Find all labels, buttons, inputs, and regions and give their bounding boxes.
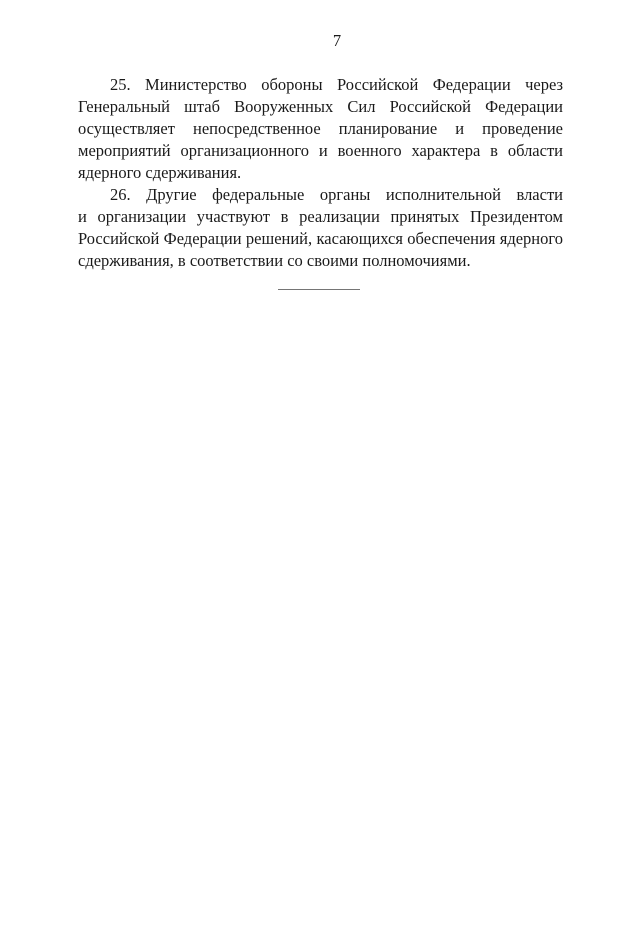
document-body <box>78 74 563 272</box>
paragraph-25-line-5: ядерного сдерживания. <box>78 163 242 182</box>
paragraph-25-line-2: Генеральный штаб Вооруженных Сил Российской Федерации <box>78 97 563 116</box>
paragraph-26-line-1: 26. Другие федеральные органы исполнительной власти <box>110 185 563 204</box>
paragraph-25-line-3: осуществляет непосредственное планирование и проведение <box>78 119 563 138</box>
page-number: 7 <box>332 31 342 50</box>
paragraph-26-line-3: Российской Федерации решений, касающихся обеспечения ядерного <box>78 229 563 248</box>
paragraph-26-line-4: сдерживания, в соответствии со своими полномочиями. <box>78 251 471 270</box>
paragraph-25 <box>78 74 563 184</box>
section-separator-line <box>278 289 360 290</box>
paragraph-26-line-2: и организации участвуют в реализации принятых Президентом <box>78 207 563 226</box>
document-page <box>0 30 640 935</box>
paragraph-25-line-1: 25. Министерство обороны Российской Федерации через <box>110 75 563 94</box>
paragraph-25-line-4: мероприятий организационного и военного характера в области <box>78 141 563 160</box>
paragraph-26 <box>78 184 563 272</box>
